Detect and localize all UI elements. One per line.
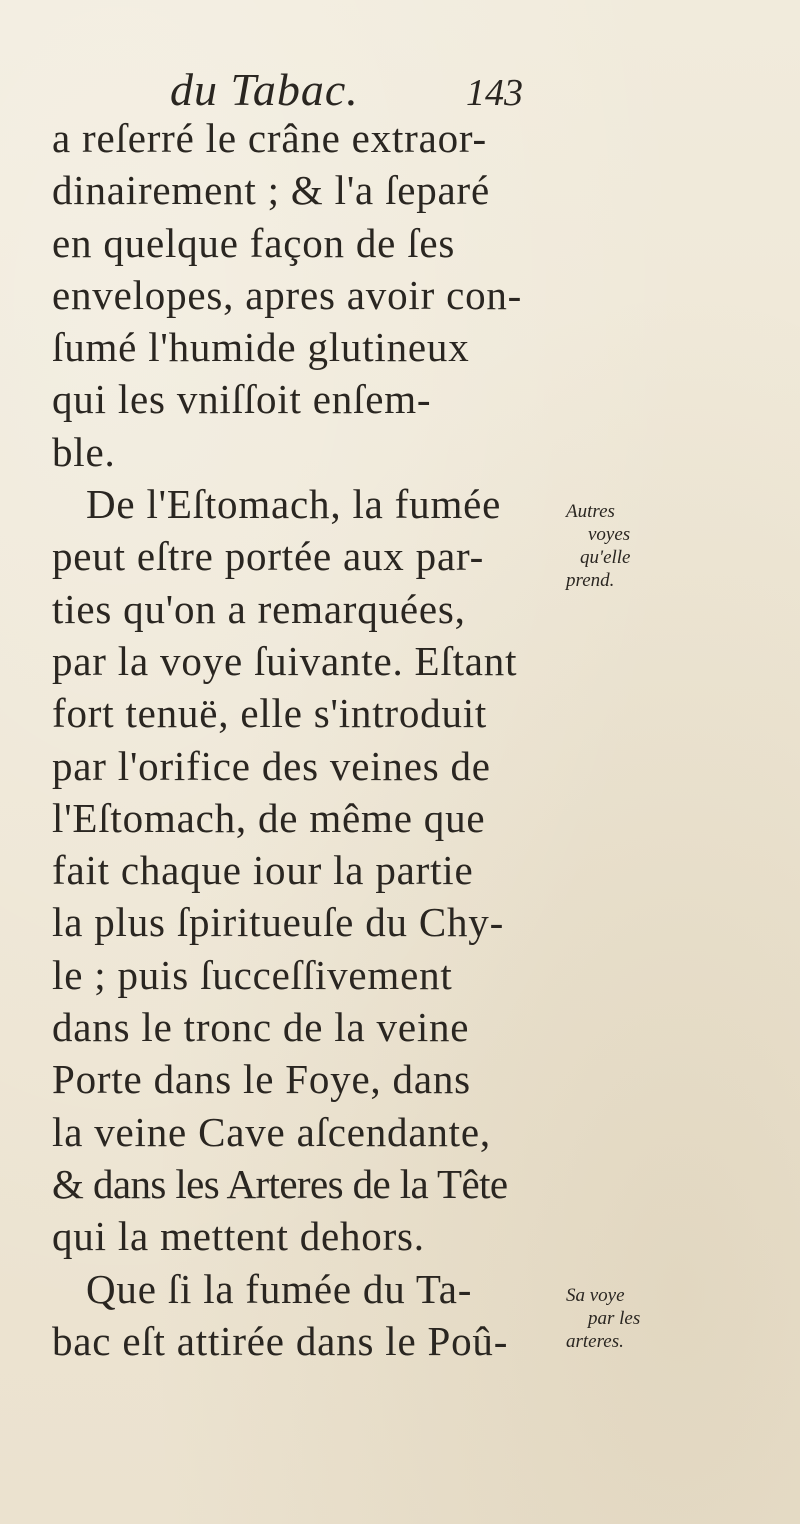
margin-note-line: Sa voye xyxy=(566,1285,625,1306)
margin-note-line: arteres. xyxy=(566,1331,624,1352)
text-line: dinairement ; & l'a ſeparé xyxy=(52,167,491,214)
text-line: Que ſi la fumée du Ta- xyxy=(86,1265,473,1312)
body-text xyxy=(52,112,552,1367)
text-line: ſumé l'humide glutineux xyxy=(52,324,470,371)
margin-note-line: prend. xyxy=(566,570,615,591)
text-line: envelopes, apres avoir con- xyxy=(52,271,523,318)
margin-note-line: qu'elle xyxy=(580,547,631,568)
page-number: 143 xyxy=(466,72,523,114)
margin-note-line: par les xyxy=(588,1308,641,1329)
text-line: fait chaque iour la partie xyxy=(52,847,474,894)
text-line: a reſerré le crâne extraor- xyxy=(52,115,488,161)
text-line: par l'orifice des veines de xyxy=(52,742,491,789)
margin-note-autres-voyes xyxy=(566,500,676,592)
text-line: Porte dans le Foye, dans xyxy=(52,1056,471,1103)
margin-note-line: Autres xyxy=(566,501,615,522)
text-line: par la voye ſuivante. Eſtant xyxy=(52,637,518,684)
text-line: & dans les Arteres de la Tête xyxy=(52,1160,508,1207)
text-line: la veine Cave aſcendante, xyxy=(52,1108,491,1155)
text-line: qui la mettent dehors. xyxy=(52,1213,425,1260)
text-line: bac eſt attirée dans le Poû- xyxy=(52,1317,509,1364)
text-line: l'Eſtomach, de même que xyxy=(52,794,486,841)
margin-note-sa-voye xyxy=(566,1284,676,1353)
margin-note-line: voyes xyxy=(588,524,631,545)
text-line: fort tenuë, elle s'introduit xyxy=(52,690,488,737)
text-line: la plus ſpiritueuſe du Chy- xyxy=(52,899,505,946)
text-line: ble. xyxy=(52,428,116,475)
text-line: le ; puis ſucceſſivement xyxy=(52,951,453,998)
text-line: qui les vniſſoit enſem- xyxy=(52,376,432,423)
text-line: De l'Eſtomach, la fumée xyxy=(86,481,502,528)
running-title: du Tabac. xyxy=(170,64,359,115)
text-line: peut eſtre portée aux par- xyxy=(52,533,485,580)
text-line: en quelque façon de ſes xyxy=(52,219,456,266)
text-line: dans le tronc de la veine xyxy=(52,1004,470,1051)
text-line: ties qu'on a remarquées, xyxy=(52,585,466,632)
